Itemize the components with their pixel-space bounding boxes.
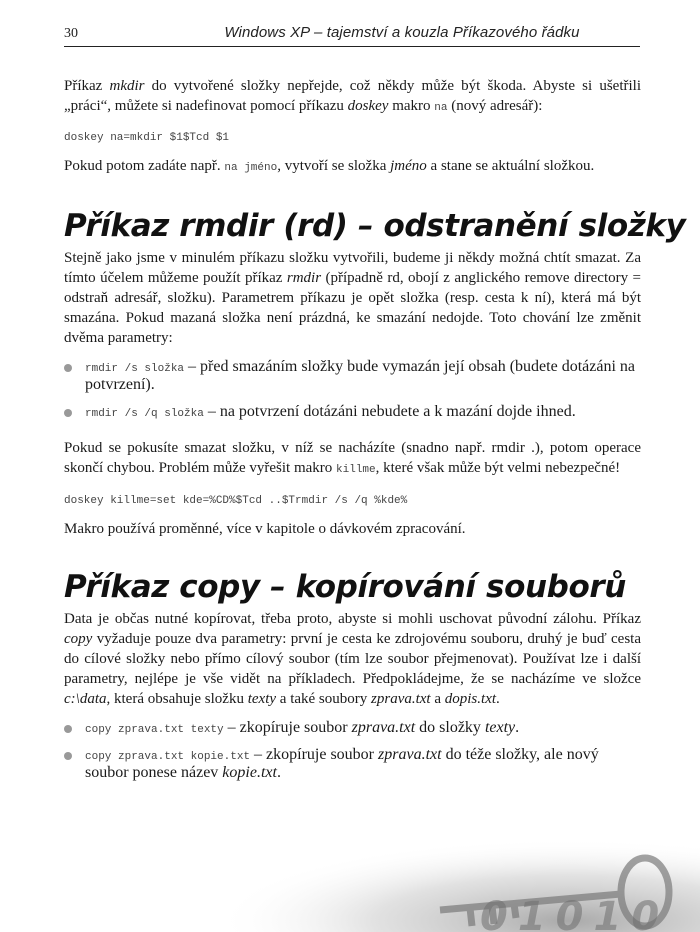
intro-paragraph: Příkaz mkdir do vytvořené složky nepřejde, což někdy může být škoda. Abyste si ušetřili „práci“, můžete si nadefinovat pomocí příkazu doskey makro na (nový adresář): [64,78,642,114]
list-item: copy zprava.txt texty – zkopíruje soubor zprava.txt do složky texty. [64,719,641,737]
bullet-icon [64,752,72,760]
page-header [64,24,640,47]
list-item: rmdir /s složka – před smazáním složky bude vymazán její obsah (budete dotázáni na potvrzení). [64,358,641,394]
rmdir-paragraph-2: Pokud se pokusíte smazat složku, v níž se nacházíte (snadno např. rmdir .), potom operace skončí chybou. Problém může vyřešit makro killme, které však může být velmi nebezpečné! [64,440,641,476]
rmdir-paragraph-3: Makro používá proměnné, více v kapitole o dávkovém zpracování. [64,521,466,537]
heading-rmdir: Příkaz rmdir (rd) – odstranění složky [64,208,686,244]
page-number: 30 [64,26,78,41]
intro-paragraph-2: Pokud potom zadáte např. na jméno, vytvoří se složka jméno a stane se aktuální složkou. [64,158,595,174]
key-binary-decoration [230,822,700,932]
bullet-icon [64,364,72,372]
bullet-icon [64,725,72,733]
running-title: Windows XP – tajemství a kouzla Příkazového řádku [224,24,580,41]
copy-examples-list [64,719,641,782]
rmdir-paragraph-1: Stejně jako jsme v minulém příkazu složku vytvořili, budeme ji někdy možná chtít smazat. Za tímto účelem můžeme použít příkaz rmdir (případně rd, obojí z anglického remove directory = odstraň adresář, složku). Parametrem příkazu je opět složka (resp. cesta k ní), která má být smazána. Pokud mazaná složka není prázdná, ke smazání nedojde. Toto chování lze změnit dvěma parametry: [64,250,641,346]
list-item: copy zprava.txt kopie.txt – zkopíruje soubor zprava.txt do téže složky, ale nový soubor ponese název kopie.txt. [64,746,641,782]
bullet-icon [64,409,72,417]
code-line-doskey-killme: doskey killme=set kde=%CD%$Tcd ..$Trmdir /s /q %kde% [64,495,408,507]
copy-paragraph-1: Data je občas nutné kopírovat, třeba proto, abyste si mohli uschovat původní zálohu. Příkaz copy vyžaduje pouze dva parametry: první je cesta ke zdrojovému souboru, druhý je buď cesta do cílové složky nebo přímo cílový soubor (tím lze soubor přejmenovat). Používat lze i další parametry, nejlépe je vše vidět na příkladech. Předpokládejme, že se nacházíme ve složce c:\data, která obsahuje složku texty a také soubory zprava.txt a dopis.txt. [64,611,641,707]
code-line-doskey-na: doskey na=mkdir $1$Tcd $1 [64,132,230,144]
list-item: rmdir /s /q složka – na potvrzení dotázáni nebudete a k mazání dojde ihned. [64,403,641,421]
binary-digits: 01010 [480,894,670,932]
heading-copy: Příkaz copy – kopírování souborů [64,569,626,605]
rmdir-options-list [64,358,641,421]
page-content [64,76,686,782]
